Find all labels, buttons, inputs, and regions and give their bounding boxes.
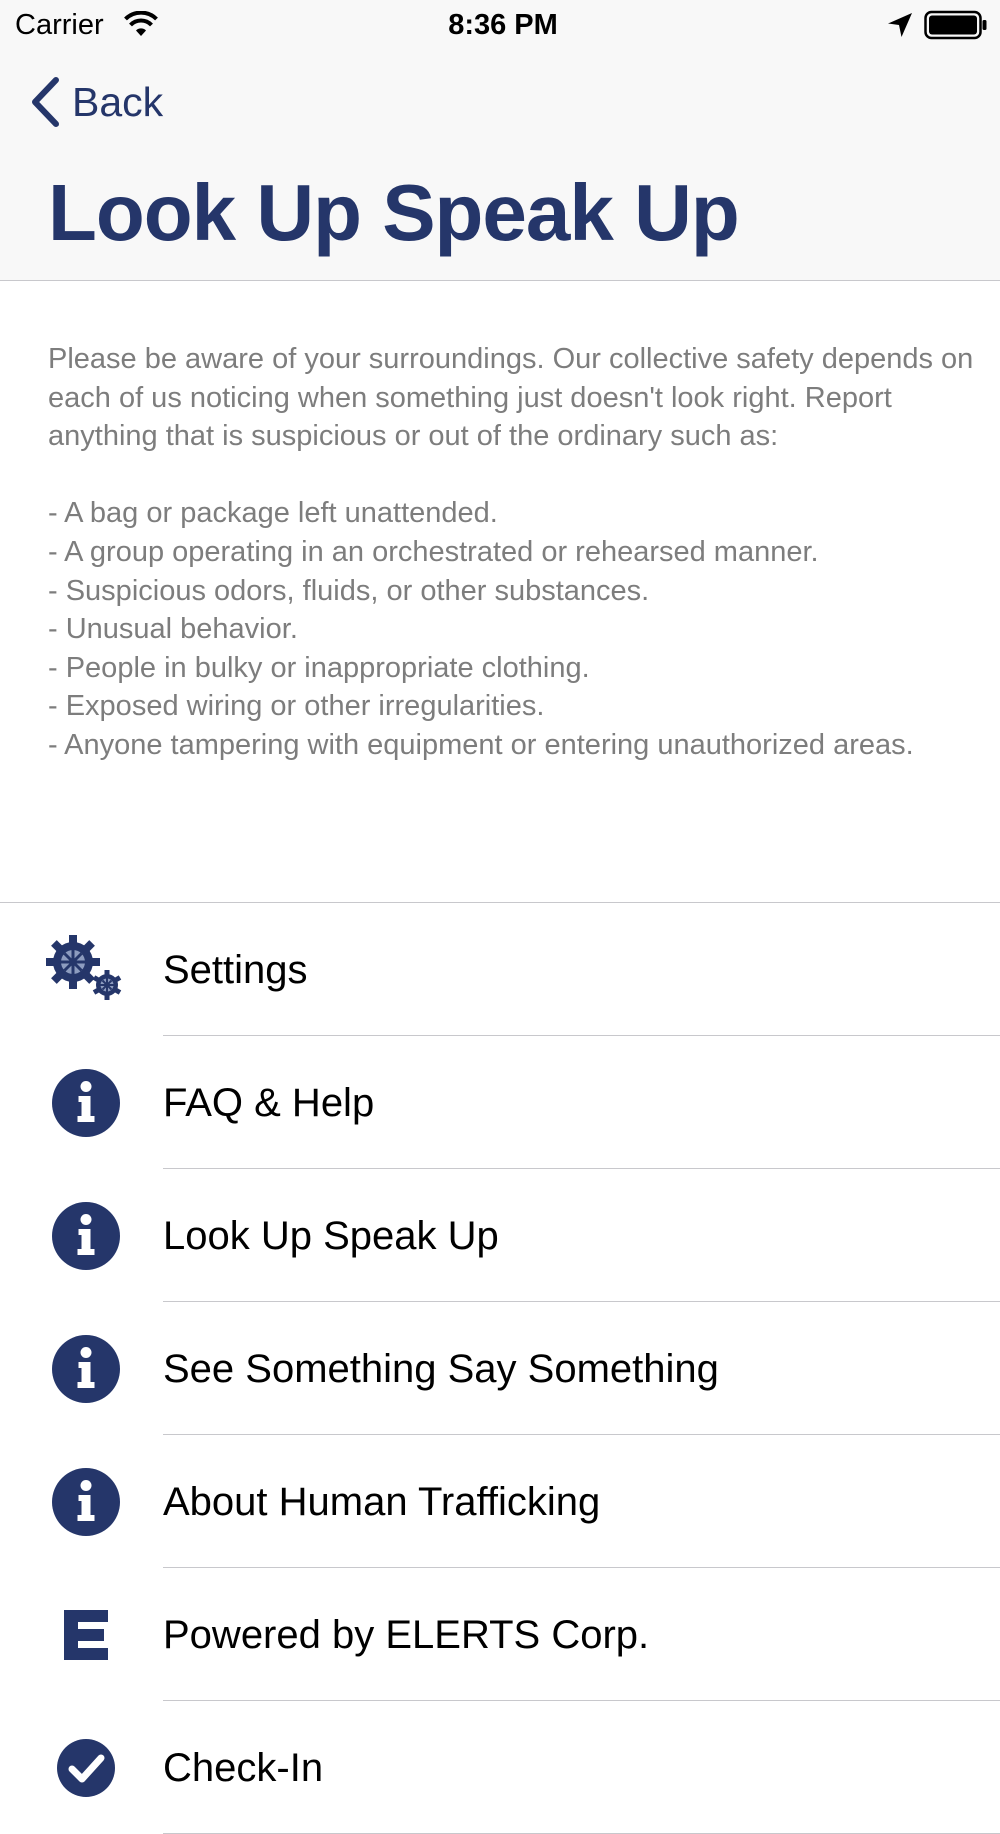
page-title: Look Up Speak Up (48, 168, 739, 257)
menu-item-powered-by[interactable] (0, 1568, 1000, 1701)
checkmark-icon (46, 1733, 126, 1803)
info-icon (46, 1467, 126, 1537)
carrier-label: Carrier (15, 9, 104, 41)
navigation-bar (0, 0, 1000, 281)
menu-item-label: See Something Say Something (163, 1347, 719, 1391)
intro-text (48, 340, 978, 765)
menu-item-faq-help[interactable] (0, 1036, 1000, 1169)
info-icon (46, 1201, 126, 1271)
status-bar (0, 0, 1000, 50)
intro-paragraph: Please be aware of your surroundings. Our collective safety depends on each of us noticing when something just doesn't look right. Report anything that is suspicious or out of the ordinary such as: (48, 343, 974, 453)
menu-item-human-trafficking[interactable] (0, 1435, 1000, 1568)
battery-icon (924, 10, 988, 40)
elerts-logo-icon (46, 1600, 126, 1670)
list-item: - Exposed wiring or other irregularities. (48, 690, 545, 723)
menu-item-label: About Human Trafficking (163, 1480, 601, 1524)
menu-item-settings[interactable] (0, 903, 1000, 1036)
list-item: - Suspicious odors, fluids, or other substances. (48, 574, 650, 607)
menu-item-look-up-speak-up[interactable] (0, 1169, 1000, 1302)
gear-icon (46, 935, 126, 1005)
list-item: - Unusual behavior. (48, 613, 298, 646)
back-button[interactable] (28, 74, 163, 130)
back-label: Back (72, 78, 164, 125)
menu-item-check-in[interactable] (0, 1701, 1000, 1834)
info-icon (46, 1068, 126, 1138)
location-arrow-icon (886, 11, 914, 39)
menu-item-label: Powered by ELERTS Corp. (163, 1613, 650, 1657)
menu-item-label: Look Up Speak Up (163, 1214, 499, 1258)
suspicious-activity-list (48, 494, 978, 764)
status-time: 8:36 PM (448, 9, 558, 41)
list-item: - A bag or package left unattended. (48, 497, 498, 530)
menu-list (0, 903, 1000, 1834)
menu-item-label: FAQ & Help (163, 1081, 375, 1125)
info-icon (46, 1334, 126, 1404)
list-item: - People in bulky or inappropriate clothing. (48, 651, 590, 684)
chevron-left-icon (28, 75, 62, 129)
list-item: - A group operating in an orchestrated or rehearsed manner. (48, 535, 819, 568)
menu-item-label: Settings (163, 948, 308, 992)
list-item: - Anyone tampering with equipment or entering unauthorized areas. (48, 728, 914, 761)
menu-item-label: Check-In (163, 1746, 324, 1790)
menu-item-see-something-say-something[interactable] (0, 1302, 1000, 1435)
